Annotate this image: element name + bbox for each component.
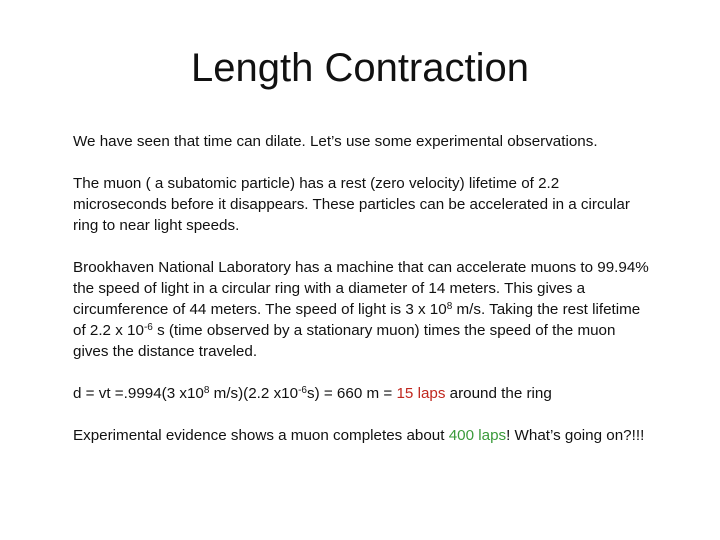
paragraph-experimental-evidence [73,425,653,446]
equation-text-a: d = vt =.9994(3 x10 [73,385,204,402]
equation-text-c: s) = 660 m = [306,385,397,402]
exponent-8: 8 [446,301,453,312]
equation-text-d: around the ring [445,385,552,402]
evidence-text-a: Experimental evidence shows a muon completes about [73,427,449,444]
slide-body [73,131,653,467]
brookhaven-text-a: Brookhaven National Laboratory has a machine that can accelerate muons to 99.94% the speed of light in a circular ring with a diameter of 14 meters. This gives a circumference of 44 meters. The speed of light is 3 x 10 [73,259,649,318]
brookhaven-text-b: m/s. Taking the rest lifetime of 2.2 x 10 [73,301,641,339]
paragraph-muon-lifetime: The muon ( a subatomic particle) has a rest (zero velocity) lifetime of 2.2 microseconds before it disappears. These particles can be accelerated in a circular ring to near light speeds. [73,175,630,234]
equation-exponent-8: 8 [203,385,210,396]
paragraph-time-dilation: We have seen that time can dilate. Let’s use some experimental observations. [73,133,598,150]
laps-calculated: 15 laps [396,385,446,402]
brookhaven-text-c: s (time observed by a stationary muon) times the speed of the muon gives the distance traveled. [73,322,616,360]
laps-observed: 400 laps [448,427,507,444]
paragraph-brookhaven [73,257,653,362]
evidence-text-b: ! What’s going on?!!! [506,427,645,444]
equation-text-b: m/s)(2.2 x10 [209,385,299,402]
slide-title: Length Contraction [190,46,529,90]
exponent-minus-6: -6 [143,322,153,333]
equation-distance [73,383,653,404]
equation-exponent-minus-6: -6 [298,385,307,396]
